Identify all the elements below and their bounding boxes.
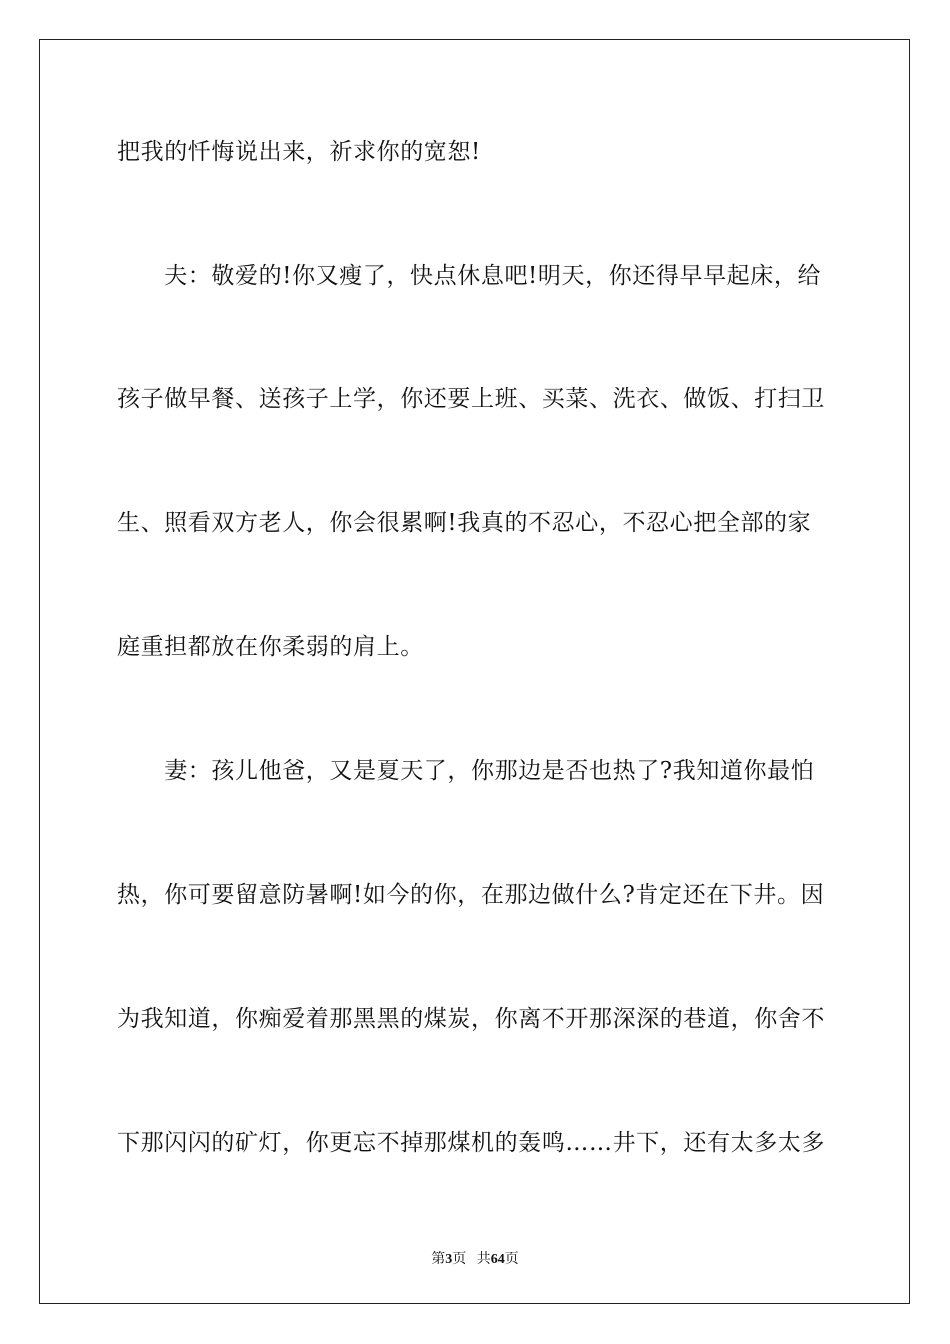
text-line: 孩子做早餐、送孩子上学，你还要上班、买菜、洗衣、做饭、打扫卫 <box>117 386 825 412</box>
text-line: 夫：敬爱的!你又瘦了，快点休息吧!明天，你还得早早起床，给 <box>117 263 822 289</box>
page-frame <box>39 39 910 1304</box>
total-prefix: 共 <box>476 1252 491 1267</box>
page-total: 64 <box>490 1252 505 1267</box>
text-line: 庭重担都放在你柔弱的肩上。 <box>117 634 424 660</box>
text-line: 下那闪闪的矿灯，你更忘不掉那煤机的轰鸣……井下，还有太多太多 <box>117 1130 825 1156</box>
page-suffix: 页 <box>452 1252 467 1267</box>
text-line: 把我的忏悔说出来，祈求你的宽恕! <box>117 139 481 165</box>
page-prefix: 第 <box>431 1252 446 1267</box>
page-footer <box>0 1248 950 1268</box>
text-line: 妻：孩儿他爸，又是夏天了，你那边是否也热了?我知道你最怕 <box>117 758 815 784</box>
text-line: 生、照看双方老人，你会很累啊!我真的不忍心，不忍心把全部的家 <box>117 510 812 536</box>
text-line: 为我知道，你痴爱着那黑黑的煤炭，你离不开那深深的巷道，你舍不 <box>117 1006 825 1032</box>
text-line: 热，你可要留意防暑啊!如今的你，在那边做什么?肯定还在下井。因 <box>117 882 825 908</box>
total-suffix: 页 <box>504 1252 519 1267</box>
page-current: 3 <box>445 1252 453 1267</box>
